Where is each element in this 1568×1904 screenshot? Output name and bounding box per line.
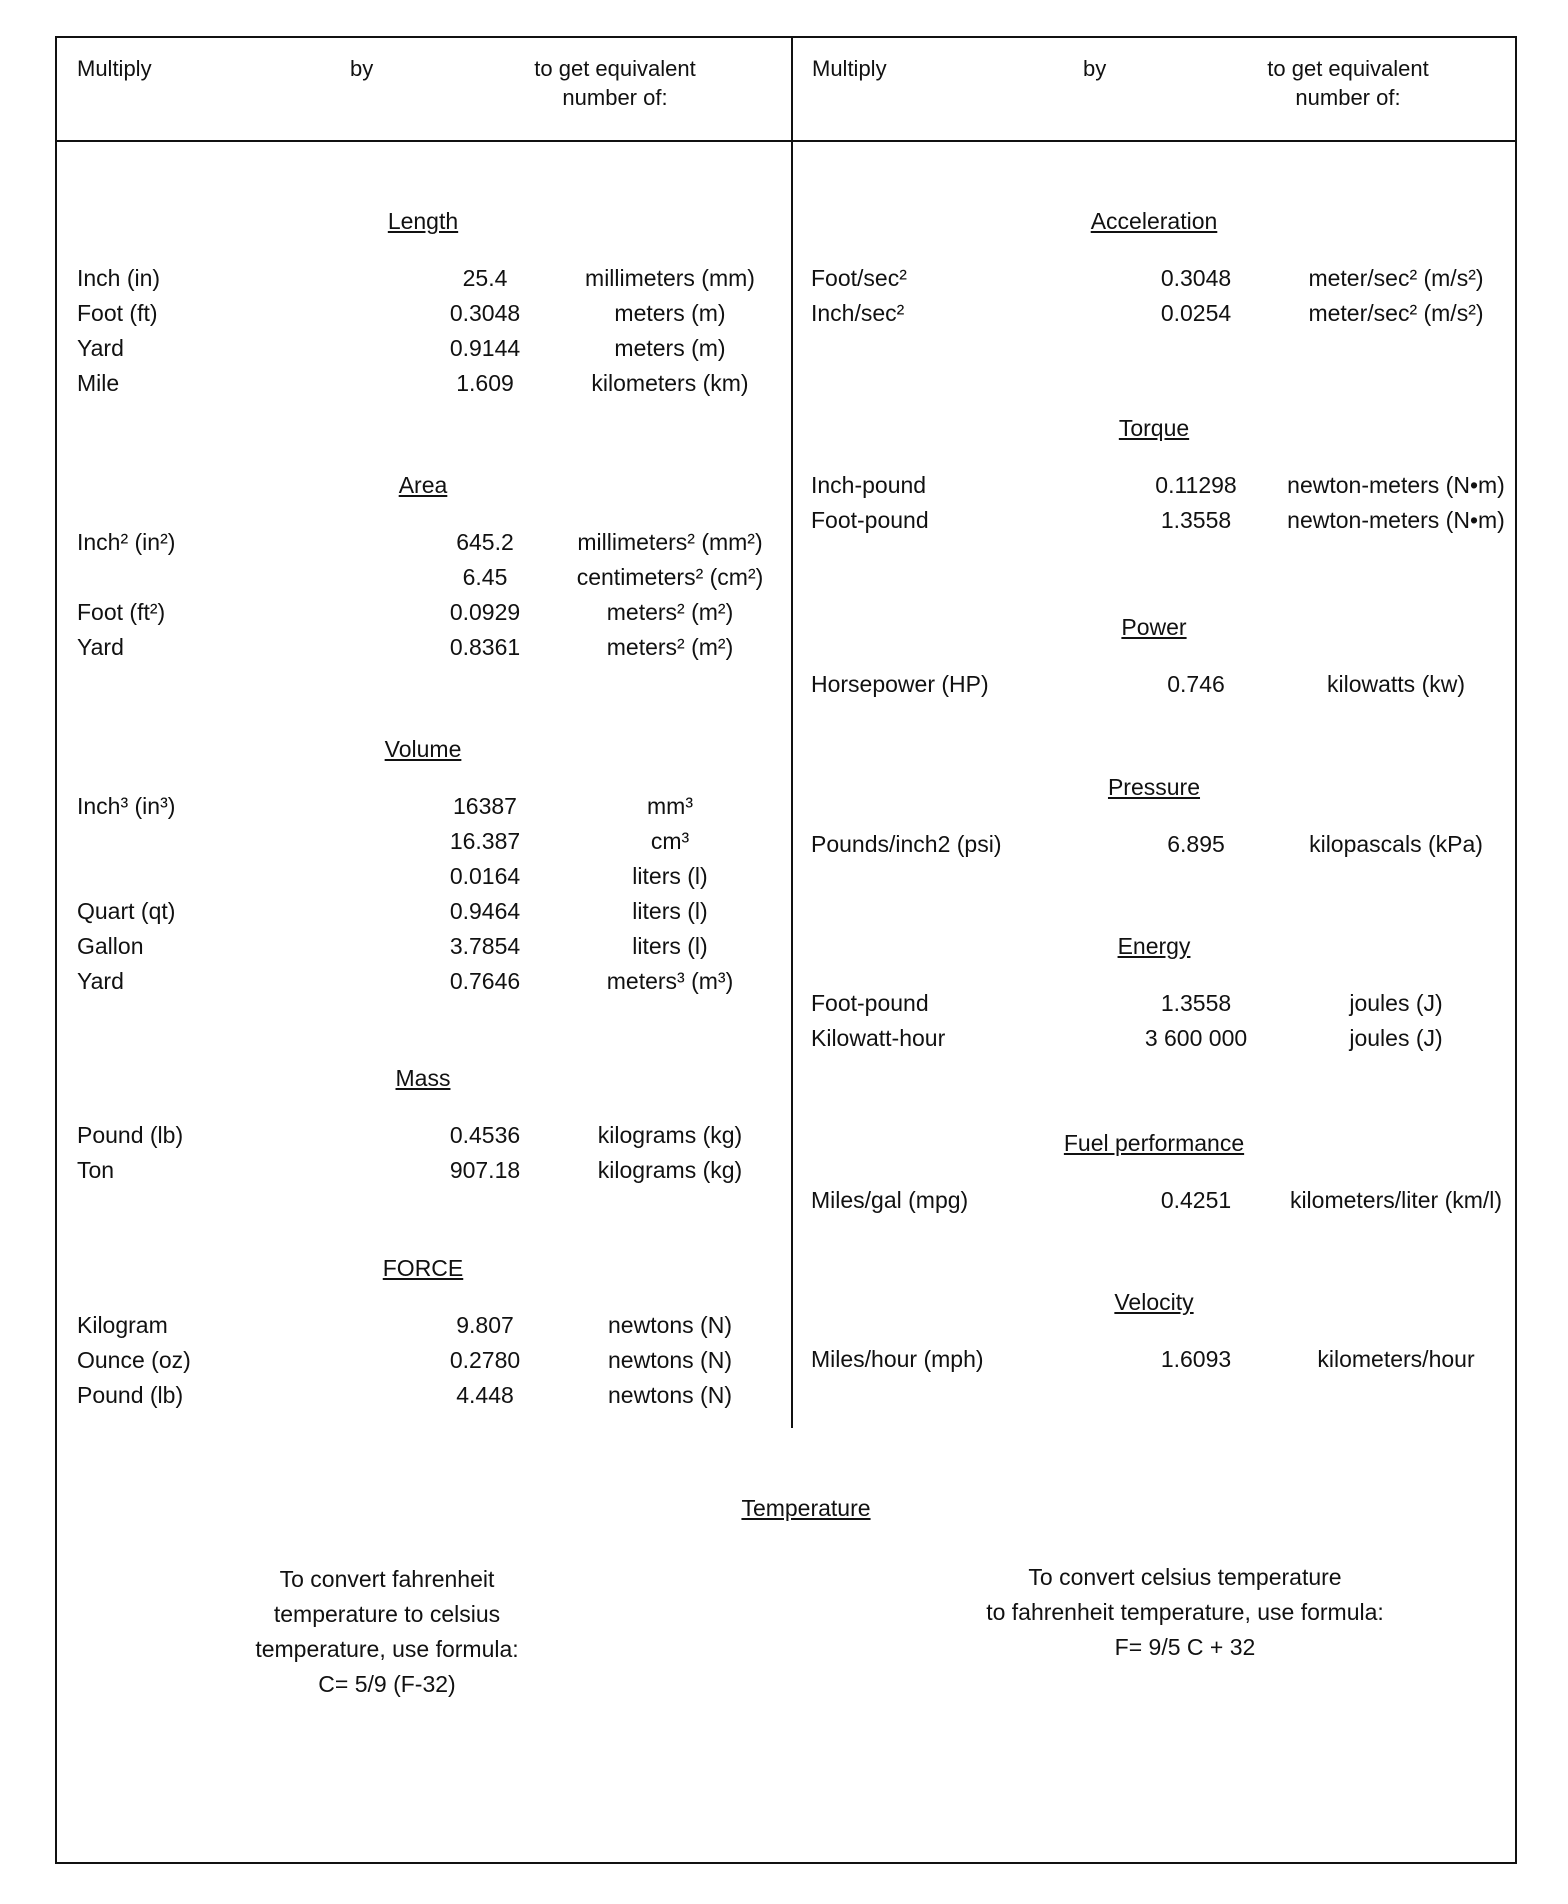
conversion-factor: 1.6093	[1160, 1346, 1232, 1372]
formula-line: temperature, use formula:	[255, 1636, 519, 1662]
conversion-factor: 6.45	[462, 564, 508, 590]
to-unit: mm³	[647, 793, 693, 819]
section-volume	[55, 734, 791, 999]
conversion-row	[791, 827, 1517, 862]
conversion-factor: 1.609	[456, 370, 514, 396]
to-unit: meters (m)	[614, 335, 726, 361]
header-result-line2: number of:	[562, 85, 668, 110]
section-title: Pressure	[1107, 774, 1201, 800]
header-result-right	[1228, 54, 1468, 112]
conversion-factor: 0.746	[1167, 671, 1225, 697]
to-unit: millimeters² (mm²)	[577, 529, 763, 555]
from-unit: Foot/sec²	[811, 265, 907, 291]
from-unit: Inch³ (in³)	[77, 793, 176, 819]
temperature-title: Temperature	[741, 1495, 871, 1521]
from-unit: Pound (lb)	[77, 1382, 184, 1408]
from-unit: Miles/hour (mph)	[811, 1346, 984, 1372]
section-title: FORCE	[382, 1255, 464, 1281]
to-unit: kilowatts (kw)	[1326, 671, 1465, 697]
conversion-row	[55, 525, 791, 560]
conversion-row	[55, 824, 791, 859]
conversion-row	[55, 789, 791, 824]
conversion-row	[55, 261, 791, 296]
conversion-factor: 0.9464	[449, 898, 521, 924]
conversion-row	[55, 929, 791, 964]
conversion-row	[55, 1118, 791, 1153]
to-unit: newtons (N)	[608, 1312, 732, 1338]
section-length	[55, 206, 791, 401]
celsius-to-fahrenheit-formula	[935, 1560, 1435, 1665]
section-area	[55, 470, 791, 665]
conversion-factor: 0.0254	[1160, 300, 1232, 326]
to-unit: meters (m)	[614, 300, 726, 326]
conversion-factor: 0.3048	[449, 300, 521, 326]
to-unit: newton-meters (N•m)	[1287, 472, 1505, 498]
conversion-row	[791, 667, 1517, 702]
fahrenheit-to-celsius-formula	[227, 1562, 547, 1702]
to-unit: centimeters² (cm²)	[576, 564, 764, 590]
formula-line: C= 5/9 (F-32)	[318, 1671, 456, 1697]
conversion-row	[791, 468, 1517, 503]
conversion-factor: 0.7646	[449, 968, 521, 994]
conversion-row	[791, 261, 1517, 296]
from-unit: Pound (lb)	[77, 1122, 184, 1148]
conversion-factor: 0.0929	[449, 599, 521, 625]
conversion-factor: 0.3048	[1160, 265, 1232, 291]
section-title: Acceleration	[1090, 208, 1218, 234]
header-result-line1: to get equivalent	[534, 56, 696, 81]
conversion-factor: 1.3558	[1160, 507, 1232, 533]
to-unit: meter/sec² (m/s²)	[1308, 265, 1484, 291]
conversion-factor: 9.807	[456, 1312, 514, 1338]
header-multiply-right: Multiply	[812, 56, 887, 81]
conversion-factor: 3.7854	[449, 933, 521, 959]
from-unit: Inch (in)	[77, 265, 161, 291]
conversion-factor: 4.448	[456, 1382, 514, 1408]
conversion-factor: 16387	[453, 793, 517, 819]
from-unit: Ounce (oz)	[77, 1347, 191, 1373]
from-unit: Foot-pound	[811, 507, 929, 533]
section-velocity	[791, 1287, 1517, 1377]
to-unit: newtons (N)	[608, 1382, 732, 1408]
section-title: Volume	[384, 736, 462, 762]
conversion-row	[55, 366, 791, 401]
section-title: Area	[398, 472, 448, 498]
to-unit: meters² (m²)	[606, 634, 734, 660]
conversion-factor: 0.2780	[449, 1347, 521, 1373]
to-unit: meter/sec² (m/s²)	[1308, 300, 1484, 326]
to-unit: joules (J)	[1349, 1025, 1443, 1051]
from-unit: Foot (ft)	[77, 300, 158, 326]
from-unit: Kilowatt-hour	[811, 1025, 946, 1051]
section-title: Fuel performance	[1063, 1130, 1245, 1156]
section-power	[791, 612, 1517, 702]
to-unit: kilometers/hour	[1317, 1346, 1475, 1372]
conversion-row	[791, 986, 1517, 1021]
section-title: Velocity	[1114, 1289, 1194, 1315]
to-unit: liters (l)	[632, 863, 708, 889]
conversion-row	[55, 296, 791, 331]
conversion-row	[791, 503, 1517, 538]
section-title: Torque	[1118, 415, 1190, 441]
to-unit: kilopascals (kPa)	[1309, 831, 1483, 857]
header-by-left: by	[350, 56, 374, 81]
conversion-row	[791, 1021, 1517, 1056]
conversion-factor: 6.895	[1167, 831, 1225, 857]
from-unit: Inch/sec²	[811, 300, 905, 326]
from-unit: Ton	[77, 1157, 115, 1183]
conversion-row	[55, 595, 791, 630]
section-title: Length	[387, 208, 459, 234]
header-result-left	[495, 54, 735, 112]
section-acceleration	[791, 206, 1517, 331]
from-unit: Yard	[77, 335, 124, 361]
to-unit: kilometers (km)	[591, 370, 749, 396]
from-unit: Yard	[77, 634, 124, 660]
conversion-row	[791, 1183, 1517, 1218]
to-unit: kilometers/liter (km/l)	[1289, 1187, 1503, 1213]
from-unit: Kilogram	[77, 1312, 168, 1338]
conversion-factor: 1.3558	[1160, 990, 1232, 1016]
section-force	[55, 1253, 791, 1413]
section-energy	[791, 931, 1517, 1056]
from-unit: Foot-pound	[811, 990, 929, 1016]
conversion-row	[55, 1343, 791, 1378]
to-unit: cm³	[650, 828, 690, 854]
section-title: Power	[1121, 614, 1187, 640]
header-result-line2: number of:	[1295, 85, 1401, 110]
from-unit: Mile	[77, 370, 120, 396]
conversion-factor: 0.8361	[449, 634, 521, 660]
section-fuel-performance	[791, 1128, 1517, 1218]
from-unit: Miles/gal (mpg)	[811, 1187, 969, 1213]
to-unit: kilograms (kg)	[597, 1157, 743, 1183]
conversion-factor: 25.4	[462, 265, 508, 291]
from-unit: Yard	[77, 968, 124, 994]
conversion-row	[55, 331, 791, 366]
conversion-factor: 0.9144	[449, 335, 521, 361]
header-result-line1: to get equivalent	[1267, 56, 1429, 81]
conversion-row	[55, 630, 791, 665]
section-title: Mass	[395, 1065, 451, 1091]
header-by-right: by	[1083, 56, 1107, 81]
formula-line: To convert celsius temperature	[1028, 1564, 1342, 1590]
conversion-row	[55, 560, 791, 595]
header-divider	[55, 140, 1517, 142]
conversion-factor: 0.11298	[1155, 472, 1237, 498]
conversion-row	[55, 964, 791, 999]
conversion-factor: 0.0164	[449, 863, 521, 889]
conversion-factor: 3 600 000	[1144, 1025, 1248, 1051]
to-unit: joules (J)	[1349, 990, 1443, 1016]
from-unit: Pounds/inch2 (psi)	[811, 831, 1002, 857]
to-unit: newton-meters (N•m)	[1287, 507, 1505, 533]
from-unit: Inch-pound	[811, 472, 927, 498]
formula-line: To convert fahrenheit	[279, 1566, 495, 1592]
conversion-row	[791, 1342, 1517, 1377]
conversion-row	[791, 296, 1517, 331]
conversion-row	[55, 1378, 791, 1413]
from-unit: Quart (qt)	[77, 898, 176, 924]
conversion-factor: 645.2	[456, 529, 514, 555]
from-unit: Gallon	[77, 933, 144, 959]
section-mass	[55, 1063, 791, 1188]
header-multiply-left: Multiply	[77, 56, 152, 81]
to-unit: meters² (m²)	[606, 599, 734, 625]
to-unit: liters (l)	[632, 898, 708, 924]
section-torque	[791, 413, 1517, 538]
conversion-row	[55, 1153, 791, 1188]
to-unit: kilograms (kg)	[597, 1122, 743, 1148]
formula-line: to fahrenheit temperature, use formula:	[986, 1599, 1384, 1625]
conversion-factor: 907.18	[449, 1157, 521, 1183]
from-unit: Horsepower (HP)	[811, 671, 989, 697]
formula-line: F= 9/5 C + 32	[1114, 1634, 1256, 1660]
conversion-row	[55, 859, 791, 894]
conversion-factor: 0.4536	[449, 1122, 521, 1148]
conversion-factor: 0.4251	[1160, 1187, 1232, 1213]
conversion-row	[55, 1308, 791, 1343]
to-unit: millimeters (mm)	[585, 265, 755, 291]
conversion-row	[55, 894, 791, 929]
to-unit: liters (l)	[632, 933, 708, 959]
to-unit: meters³ (m³)	[606, 968, 734, 994]
from-unit: Foot (ft²)	[77, 599, 166, 625]
formula-line: temperature to celsius	[273, 1601, 501, 1627]
section-title: Energy	[1117, 933, 1191, 959]
from-unit: Inch² (in²)	[77, 529, 176, 555]
section-pressure	[791, 772, 1517, 862]
to-unit: newtons (N)	[608, 1347, 732, 1373]
conversion-factor: 16.387	[449, 828, 521, 854]
